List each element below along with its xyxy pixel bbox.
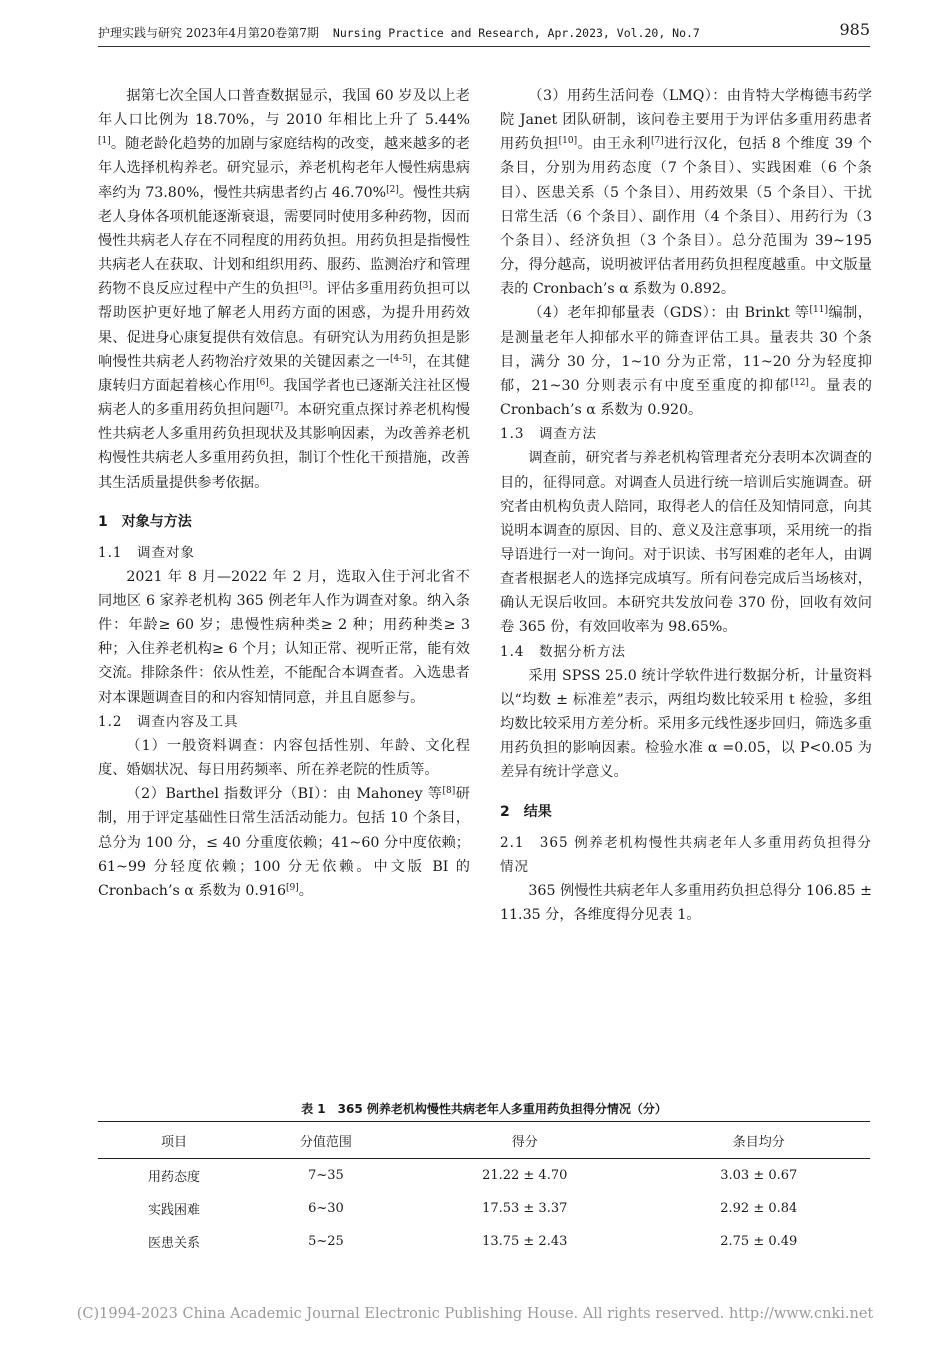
header-cell: 项目 [98,1122,250,1159]
analysis-paragraph: 采用 SPSS 25.0 统计学软件进行数据分析，计量资料以“均数 ± 标准差”表示，两组均数比较采用 t 检验，多组均数比较采用方差分析。采用多元线性逐步回归，筛选多重用药负担的影响因素。检验水准 α =0.05，以 P<0.05 为差异有统计学意义。 [500,667,872,781]
page-number: 985 [839,20,870,39]
table-cell: 实践困难 [147,1203,200,1218]
gds-paragraph: （4）老年抑郁量表（GDS）：由 Brinkt 等[11]编制，是测量老年人抑郁水平的筛查评估工具。量表共 30 个条目，满分 30 分，1~10 分为正常，11~20 分为轻度抑郁，21~30 分则表示有中度至重度的抑郁[12]。量表的 Cronbach’s α 系数为 0.920。 [500,305,872,419]
subsection-1-4: 1.4 数据分析方法 [500,643,626,660]
subsection-2-1: 2.1 365 例养老机构慢性共病老年人多重用药负担得分情况 [500,834,872,875]
left-column [98,84,470,903]
results-paragraph: 365 例慢性共病老年人多重用药负担总得分 106.85 ± 11.35 分，各维度得分见表 1。 [500,882,872,923]
methods-paragraph: 调查前，研究者与养老机构管理者充分表明本次调查的目的，征得同意。对调查人员进行统一培训后实施调查。研究者由机构负责人陪同，取得老人的信任及知情同意，向其说明本调查的原因、目的、意义及注意事项，采用统一的指导语进行一对一询问。对于识读、书写困难的老年人，由调查者根据老人的选择完成填写。所有问卷完成后当场核对，确认无误后收回。本研究共发放问卷 370 份，回收有效问卷 365 份，有效回收率为 98.65%。 [500,450,872,636]
table-cell: 2.92 ± 0.84 [720,1201,798,1216]
score-table [98,1121,870,1258]
page-header [98,20,870,46]
table-header-row [98,1122,870,1159]
section-heading-2: 2 结果 [500,803,552,820]
header-cell: 分值范围 [250,1122,402,1159]
copyright-footer: (C)1994-2023 China Academic Journal Electronic Publishing House. All rights reserved. http://www.cnki.net [76,1306,874,1322]
journal-cn: 护理实践与研究 2023年4月第20卷第7期 [98,26,319,40]
table-cell: 用药态度 [147,1170,200,1185]
subsection-1-1: 1.1 调查对象 [98,544,195,561]
subsection-1-2: 1.2 调查内容及工具 [98,713,239,730]
header-cell: 条目均分 [648,1122,870,1159]
subjects-paragraph: 2021 年 8 月—2022 年 2 月，选取入住于河北省不同地区 6 家养老机构 365 例老年人作为调查对象。纳入条件：年龄≥ 60 岁；患慢性病种类≥ 2 种；用药种类≥ 3 种；入住养老机构≥ 6 个月；认知正常、视听正常，能有效交流。排除条件：依从性差，不能配合本调查者。入选患者对本课题调查目的和内容知情同意，并且自愿参与。 [98,568,470,706]
section-heading-1: 1 对象与方法 [98,513,192,530]
table-row [98,1159,870,1193]
table-cell: 17.53 ± 3.37 [482,1201,568,1216]
right-column [500,84,872,927]
table-cell: 6~30 [308,1201,344,1216]
journal-en: Nursing Practice and Research, Apr.2023, Vol.20, No.7 [332,26,700,40]
table-cell: 2.75 ± 0.49 [720,1234,798,1249]
general-info-paragraph: （1）一般资料调查：内容包括性别、年龄、文化程度、婚姻状况、每日用药频率、所在养老院的性质等。 [98,737,470,779]
table-cell: 13.75 ± 2.43 [482,1234,568,1249]
table-row [98,1225,870,1258]
journal-info [98,24,700,41]
intro-paragraph: 据第七次全国人口普查数据显示，我国 60 岁及以上老年人口比例为 18.70%，与 2010 年相比上升了 5.44%[1]。随老龄化趋势的加剧与家庭结构的改变，越来越多的老年人选择机构养老。研究显示，养老机构老年人慢性病患病率约为 73.80%，慢性共病患者约占 46.70%[2]。慢性共病老人身体各项机能逐渐衰退，需要同时使用多种药物，因而慢性共病老人存在不同程度的用药负担。用药负担是指慢性共病老人在获取、计划和组织用药、服药、监测治疗和管理药物不良反应过程中产生的负担[3]。评估多重用药负担可以帮助医护更好地了解老人用药方面的困惑，为提升用药效果、促进身心康复提供有效信息。有研究认为用药负担是影响慢性共病老人药物治疗效果的关键因素之一[4-5]，在其健康转归方面起着核心作用[6]。我国学者也已逐渐关注社区慢病老人的多重用药负担问题[7]。本研究重点探讨养老机构慢性共病老人多重用药负担现状及其影响因素，为改善养老机构慢性共病老人多重用药负担，制订个性化干预措施，改善其生活质量提供参考依据。 [98,88,470,491]
table-cell: 3.03 ± 0.67 [720,1168,798,1183]
barthel-paragraph: （2）Barthel 指数评分（BI）：由 Mahoney 等[8]研制，用于评定基础性日常生活活动能力。包括 10 个条目，总分为 100 分，≤ 40 分重度依赖；41~60 分中度依赖；61~99 分轻度依赖；100 分无依赖。中文版 BI 的 Cronbach’s α 系数为 0.916[9]。 [98,786,470,899]
table-caption: 表 1 365 例养老机构慢性共病老年人多重用药负担得分情况（分） [301,1102,667,1116]
table-cell: 5~25 [308,1234,344,1249]
table-cell: 21.22 ± 4.70 [482,1168,568,1183]
header-rule [98,46,870,47]
table-row [98,1192,870,1225]
lmq-paragraph: （3）用药生活问卷（LMQ）：由肯特大学梅德韦药学院 Janet 团队研制，该问卷主要用于为评估多重用药患者用药负担[10]。由王永利[7]进行汉化，包括 8 个维度 39 个条目，分别为用药态度（7 个条目）、实践困难（6 个条目）、医患关系（5 个条目）、用药效果（5 个条目）、干扰日常生活（6 个条目）、副作用（4 个条目）、用药行为（3 个条目）、经济负担（3 个条目）。总分范围为 39~195 分，得分越高，说明被评估者用药负担程度越重。中文版量表的 Cronbach’s α 系数为 0.892。 [500,88,872,298]
table-cell: 7~35 [308,1168,344,1183]
table-cell: 医患关系 [147,1236,200,1251]
subsection-1-3: 1.3 调查方法 [500,426,597,443]
header-cell: 得分 [402,1122,648,1159]
